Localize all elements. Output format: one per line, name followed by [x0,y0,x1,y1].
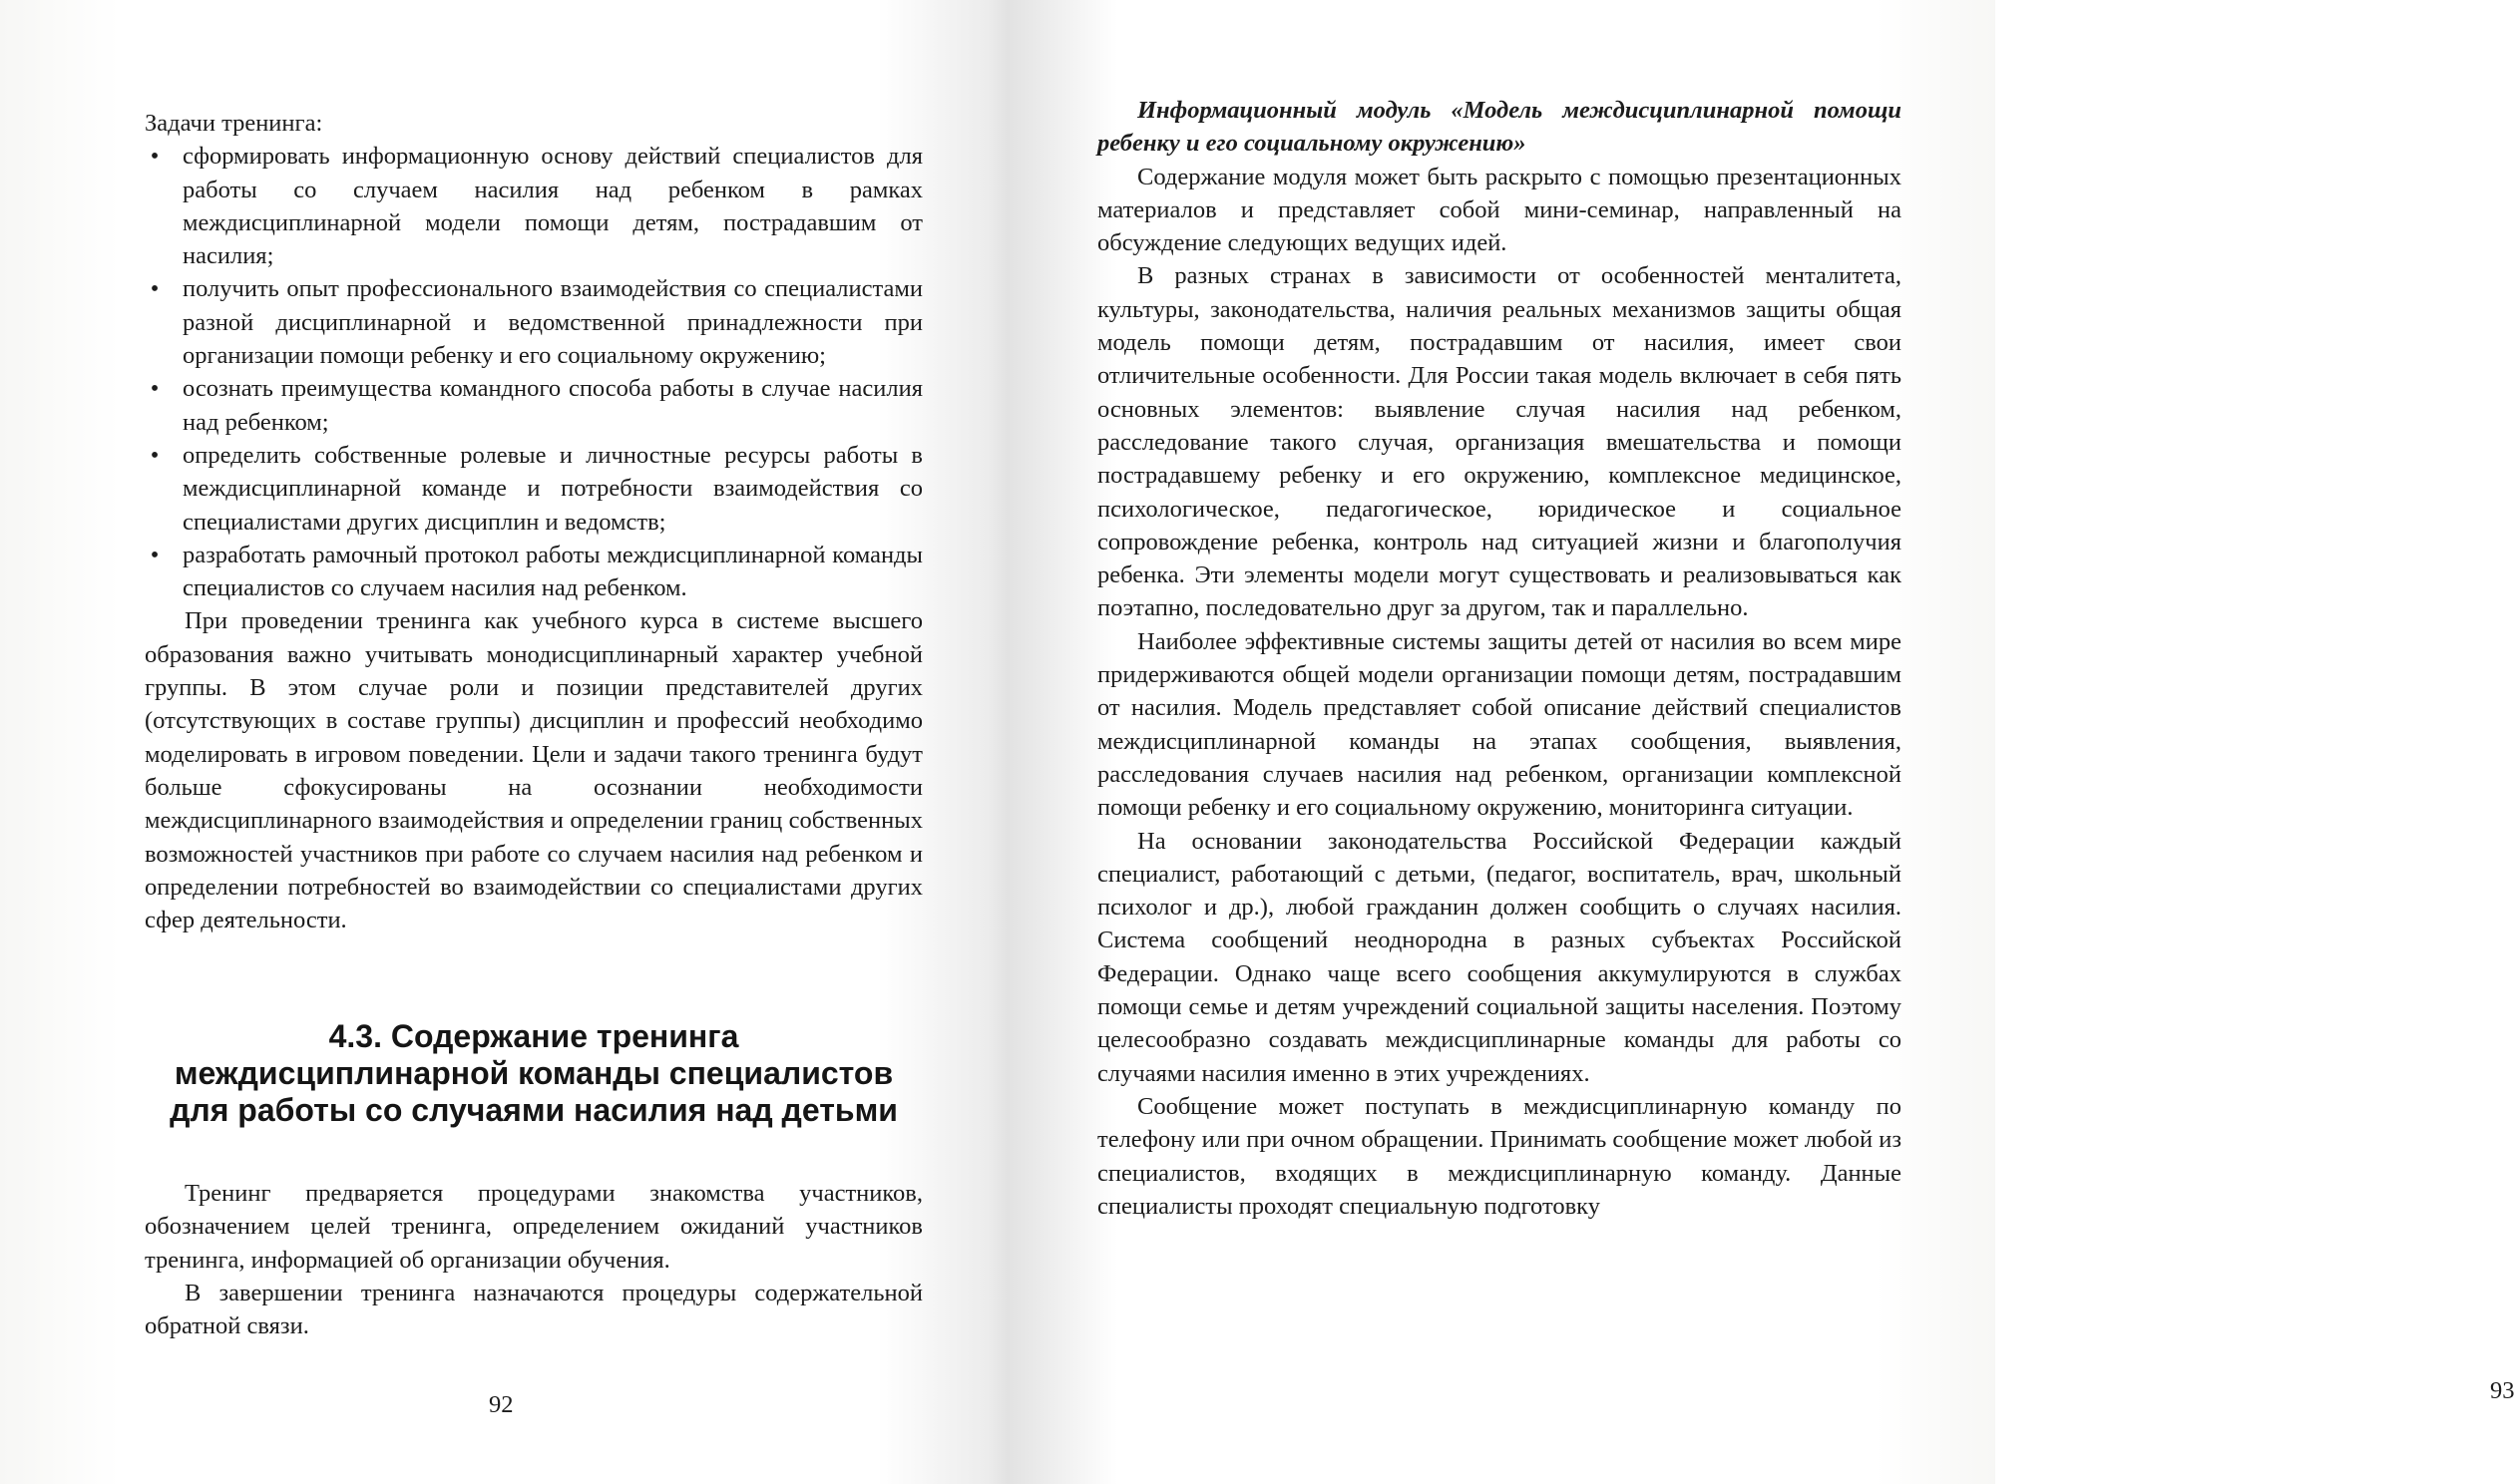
list-item [145,272,923,372]
list-item [145,539,923,605]
right-paragraph-5: Сообщение может поступать в междисциплинарную команду по телефону или при очном обращении. Принимать сообщение может любой из специалистов, входящих в междисциплинарную команду. Данные специалисты проходят специальную подготовку [1097,1092,1901,1220]
right-paragraph-3: Наиболее эффективные системы защиты детей от насилия во всем мире придерживаются общей модели организации помощи детям, пострадавшим от насилия. Модель представляет собой описание действий специалистов междисциплинарной команды на этапах сообщения, выявления, расследования случаев насилия над ребенком, организации комплексной помощи ребенку и его социальному окружению, мониторинга ситуации. [1097,627,1901,822]
page-number-left: 92 [489,1391,514,1418]
left-page [0,0,998,1484]
right-page [998,0,2515,1484]
task-text: получить опыт профессионального взаимодействия со специалистами разной дисциплинарной и ведомственной принадлежности при организации помощи ребенку и его социальному окружению; [183,275,923,370]
left-paragraph-2: Тренинг предваряется процедурами знакомства участников, обозначением целей тренинга, определением ожиданий участников тренинга, информацией об организации обучения. [145,1180,923,1274]
task-text: определить собственные ролевые и личностные ресурсы работы в междисциплинарной команде и потребности взаимодействия со специалистами других дисциплин и ведомств; [183,441,923,536]
left-paragraph-3: В завершении тренинга назначаются процедуры содержательной обратной связи. [145,1279,923,1340]
left-page-top-text [145,107,923,936]
bullet-icon: • [150,541,160,568]
left-page-bottom-text [145,1177,923,1342]
bullet-icon: • [150,275,160,303]
tasks-list [145,140,923,604]
tasks-heading: Задачи тренинга: [145,110,323,137]
module-title: Информационный модуль «Модель междисциплинарной помощи ребенку и его социальному окружению» [1097,97,1901,158]
bullet-icon: • [150,441,160,469]
section-heading-line-2: междисциплинарной команды специалистов [174,1055,894,1091]
task-text: сформировать информационную основу действий специалистов для работы со случаем насилия над ребенком в рамках междисциплинарной модели помощи детям, пострадавшим от насилия; [183,143,923,270]
section-heading [145,1018,923,1129]
task-text: осознать преимущества командного способа работы в случае насилия над ребенком; [183,375,923,436]
right-paragraph-2: В разных странах в зависимости от особенностей менталитета, культуры, законодательства, наличия реальных механизмов защиты общая модель помощи детям, пострадавшим от насилия, имеет свои отличительные особенности. Для России такая модель включает в себя пять основных элементов: выявление случая насилия над ребенком, расследование такого случая, организация вмешательства и помощи пострадавшему ребенку и его окружению, комплексное медицинское, психологическое, педагогическое, юридическое и социальное сопровождение ребенка, контроль над ситуацией жизни и благополучия ребенка. Эти элементы модели могут существовать и реализовываться как поэтапно, последовательно друг за другом, так и параллельно. [1097,262,1901,622]
section-heading-line-1: 4.3. Содержание тренинга [328,1018,739,1054]
list-item [145,372,923,439]
bullet-icon: • [150,375,160,403]
page-number-right: 93 [2490,1377,2515,1404]
bullet-icon: • [150,143,160,171]
right-paragraph-4: На основании законодательства Российской Федерации каждый специалист, работающий с детьми, (педагог, воспитатель, врач, школьный психолог и др.), любой гражданин должен сообщить о случаях насилия. Система сообщений неоднородна в разных субъектах Российской Федерации. Однако чаще всего сообщения аккумулируются в службах помощи семье и детям учреждений социальной защиты населения. Поэтому целесообразно создавать междисциплинарные команды для работы со случаями насилия именно в этих учреждениях. [1097,827,1901,1087]
list-item [145,439,923,539]
list-item [145,140,923,272]
task-text: разработать рамочный протокол работы междисциплинарной команды специалистов со случаем насилия над ребенком. [183,541,923,602]
left-paragraph-1: При проведении тренинга как учебного курса в системе высшего образования важно учитывать монодисциплинарный характер учебной группы. В этом случае роли и позиции представителей других (отсутствующих в составе группы) дисциплин и профессий необходимо моделировать в игровом поведении. Цели и задачи такого тренинга будут больше сфокусированы на осознании необходимости междисциплинарного взаимодействия и определении границ собственных возможностей участников при работе со случаем насилия над ребенком и определении потребностей во взаимодействии со специалистами других сфер деятельности. [145,607,923,934]
section-heading-line-3: для работы со случаями насилия над детьми [170,1092,898,1128]
right-paragraph-1: Содержание модуля может быть раскрыто с помощью презентационных материалов и представляет собой мини-семинар, направленный на обсуждение следующих ведущих идей. [1097,163,1901,257]
right-page-text [1097,94,1901,1223]
